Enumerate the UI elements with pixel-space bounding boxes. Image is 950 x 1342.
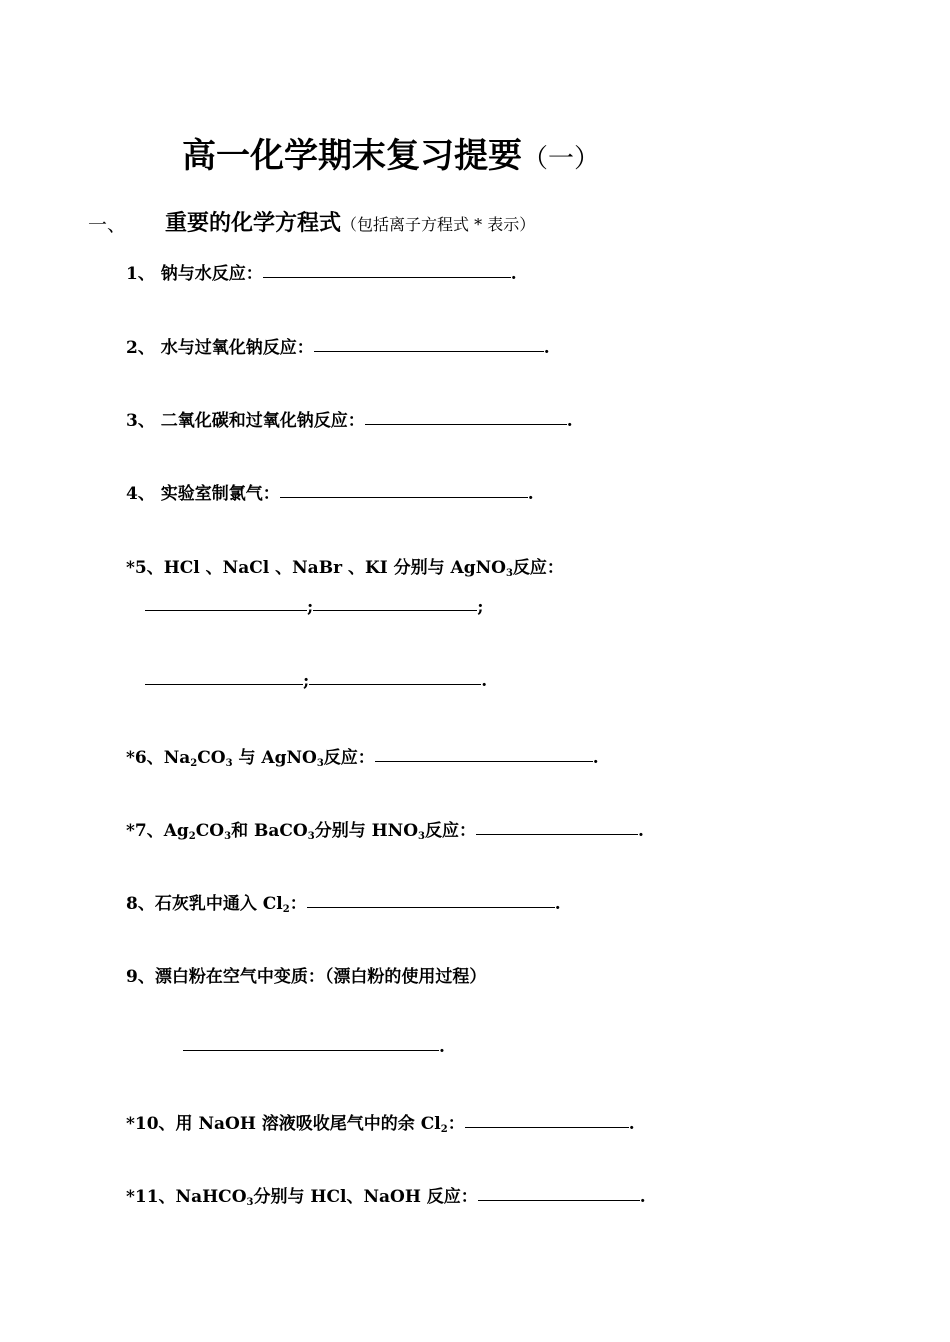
question-11: *11、NaHCO$_3$分别与 HCl、NaOH 反应： . — [126, 1187, 646, 1208]
answer-blank-7[interactable] — [476, 833, 638, 835]
answer-blank-9[interactable] — [183, 1049, 439, 1051]
question-8: 8、石灰乳中通入 $Cl_2$： . — [126, 894, 561, 915]
answer-blank-11[interactable] — [478, 1199, 640, 1201]
page-title: 高一化学期末复习提要（一） — [182, 136, 601, 176]
question-3: 3、 二氧化碳和过氧化钠反应： . — [126, 411, 573, 431]
question-9: 9、漂白粉在空气中变质：（漂白粉的使用过程） — [126, 967, 487, 987]
answer-blank-10[interactable] — [465, 1126, 629, 1128]
question-5: *5、HCl 、NaCl 、NaBr 、KI 分别与 AgNO$_3$反应： — [126, 558, 564, 579]
question-2: 2、 水与过氧化钠反应： . — [126, 338, 550, 358]
section-heading: 重要的化学方程式（包括离子方程式 * 表示） — [165, 210, 536, 236]
title-paren: （一） — [522, 144, 601, 174]
answer-blank-5b[interactable] — [313, 609, 477, 611]
answer-blank-6[interactable] — [375, 760, 593, 762]
question-10: *10、用 NaOH 溶液吸收尾气中的余 $Cl_2$： . — [126, 1114, 635, 1135]
question-4: 4、 实验室制氯气： . — [126, 484, 534, 504]
question-5-answers-row-1: ; ; — [145, 597, 484, 617]
answer-blank-2[interactable] — [314, 350, 544, 352]
section-note: （包括离子方程式 * 表示） — [341, 215, 536, 234]
answer-blank-1[interactable] — [263, 276, 511, 278]
answer-blank-8[interactable] — [307, 906, 555, 908]
answer-blank-5c[interactable] — [145, 683, 303, 685]
question-6: *6、$Na_2CO_3$ 与 AgNO$_3$反应： . — [126, 748, 599, 769]
question-9-answer: . — [183, 1037, 445, 1057]
question-5-answers-row-2: ; . — [145, 671, 487, 691]
answer-blank-3[interactable] — [365, 423, 567, 425]
answer-blank-4[interactable] — [280, 496, 528, 498]
answer-blank-5d[interactable] — [309, 683, 481, 685]
answer-blank-5a[interactable] — [145, 609, 307, 611]
question-7: *7、$Ag_2CO_3$和 BaCO$_3$分别与 $HNO_3$反应： . — [126, 821, 644, 842]
section-number: 一、 — [88, 214, 127, 236]
question-1: 1、 钠与水反应： . — [126, 264, 517, 284]
